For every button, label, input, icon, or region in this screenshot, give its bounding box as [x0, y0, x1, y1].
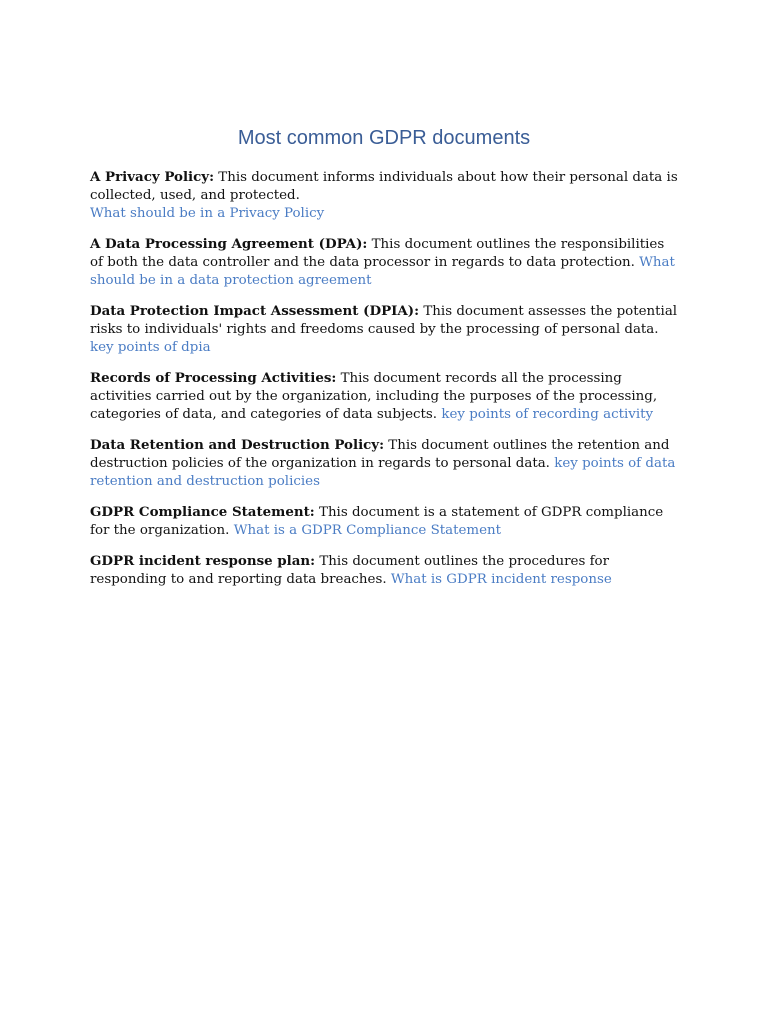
- entry-description: This document outlines the retention and destruction policies of the organization in regards to personal data.: [90, 438, 670, 471]
- privacy-policy-link[interactable]: What should be in a Privacy Policy: [90, 206, 325, 221]
- entry-description: This document records all the processing activities carried out by the organization, including the purposes of the processing, categories of data, and categories of data subjects.: [90, 371, 658, 422]
- entry-description: This document outlines the procedures for responding to and reporting data breaches.: [90, 554, 609, 587]
- entry-description: This document informs individuals about how their personal data is collected, used, and protected.: [90, 170, 678, 203]
- document-body: [90, 168, 680, 601]
- dpa-link[interactable]: What should be in a data protection agreement: [90, 255, 675, 288]
- entry-compliance-statement: [90, 503, 680, 540]
- retention-policy-link[interactable]: key points of data retention and destruction policies: [90, 456, 676, 489]
- entry-term: A Privacy Policy:: [90, 169, 215, 185]
- compliance-statement-link[interactable]: What is a GDPR Compliance Statement: [233, 523, 502, 538]
- incident-response-link[interactable]: What is GDPR incident response: [390, 572, 612, 587]
- entry-term: GDPR incident response plan:: [90, 553, 316, 569]
- entry-incident-response: [90, 552, 680, 589]
- entry-records-processing: [90, 369, 680, 424]
- entry-dpa: [90, 235, 680, 290]
- dpia-link[interactable]: key points of dpia: [90, 340, 211, 355]
- entry-dpia: [90, 302, 680, 357]
- entry-description: This document is a statement of GDPR compliance for the organization.: [90, 505, 664, 538]
- entry-description: This document outlines the responsibilities of both the data controller and the data processor in regards to data protection.: [90, 237, 665, 270]
- entry-retention-policy: [90, 436, 680, 491]
- recording-activity-link[interactable]: key points of recording activity: [441, 407, 654, 422]
- entry-term: Records of Processing Activities:: [90, 370, 337, 386]
- entry-term: A Data Processing Agreement (DPA):: [90, 236, 368, 252]
- entry-term: GDPR Compliance Statement:: [90, 504, 315, 520]
- entry-description: This document assesses the potential risks to individuals' rights and freedoms caused by the processing of personal data.: [90, 304, 678, 337]
- entry-privacy-policy: [90, 168, 680, 223]
- entry-term: Data Retention and Destruction Policy:: [90, 437, 385, 453]
- entry-term: Data Protection Impact Assessment (DPIA):: [90, 303, 420, 319]
- document-title: Most common GDPR documents: [237, 127, 531, 149]
